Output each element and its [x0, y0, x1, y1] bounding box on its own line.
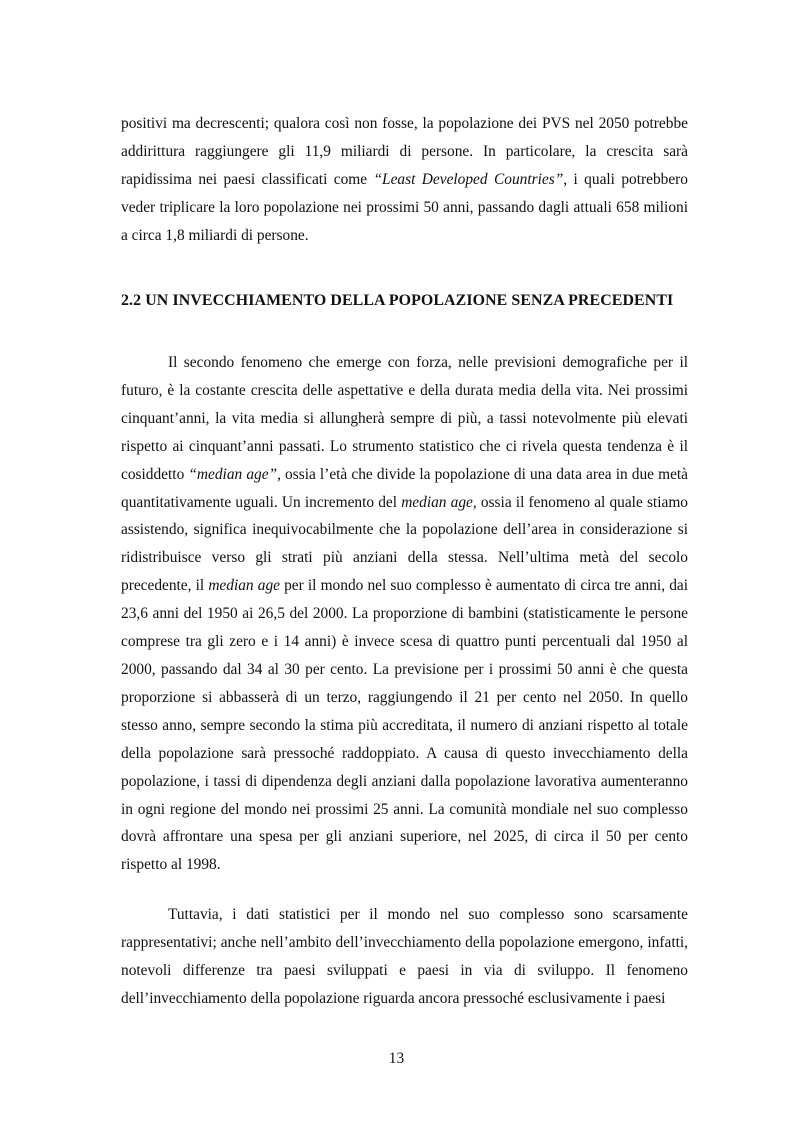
paragraph-text: Il secondo fenomeno che emerge con forza, nelle previsioni demografiche per il futuro, è la costante crescita delle aspettative e della durata media della vita. Nei prossimi cinquant’anni, la vita media si allungherà sempre di più, a tassi notevolmente più elevati rispetto ai cinquant’anni passati. Lo strumento statistico che ci rivela questa tendenza è il cosiddetto: [121, 354, 688, 483]
paragraph-text: positivi ma decrescenti; qualora così non fosse, la popolazione dei PVS nel 2050 potrebbe addirittura raggiungere gli 11,9 miliardi di persone. In particolare, la crescita sarà rapidissima nei paesi classificati come: [121, 115, 688, 188]
paragraph-text: , ossia il fenomeno al quale stiamo assistendo, significa inequivocabilmente che la popolazione dell’area in considerazione si ridistribuisce verso gli strati più anziani della stessa. Nell’ultima metà del secolo precedente, il: [121, 493, 688, 595]
italic-term: median age: [208, 577, 280, 595]
page-number: 13: [388, 1050, 405, 1067]
paragraph-text: , i quali potrebbero veder triplicare la loro popolazione nei prossimi 50 anni, passando dagli attuali 658 milioni a circa 1,8 miliardi di persone.: [121, 170, 689, 244]
paragraph-text: , ossia l’età che divide la popolazione di una data area in due metà quantitativamente uguali. Un incremento del: [121, 465, 689, 511]
italic-quote: “Least Developed Countries”: [373, 170, 564, 188]
paragraph-body: [121, 349, 688, 879]
paragraph-continuation: [121, 110, 688, 250]
section-heading: 2.2 UN INVECCHIAMENTO DELLA POPOLAZIONE SENZA PRECEDENTI: [121, 292, 674, 309]
italic-term: “median age”: [188, 465, 278, 483]
paragraph-body: Tuttavia, i dati statistici per il mondo nel suo complesso sono scarsamente rappresentativi; anche nell’ambito dell’invecchiamento della popolazione emergono, infatti, notevoli differenze tra paesi sviluppati e paesi in via di sviluppo. Il fenomeno dell’invecchiamento della popolazione riguarda ancora pressoché esclusivamente i paesi: [121, 906, 688, 1007]
italic-term: median age: [401, 493, 473, 511]
paragraph-text: per il mondo nel suo complesso è aumentato di circa tre anni, dai 23,6 anni del 1950 ai 26,5 del 2000. La proporzione di bambini (statisticamente le persone comprese tra gli zero e i 14 anni) è invece scesa di quattro punti percentuali dal 1950 al 2000, passando dal 34 al 30 per cento. La previsione per i prossimi 50 anni è che questa proporzione si abbasserà di un terzo, raggiungendo il 21 per cento nel 2050. In quello stesso anno, sempre secondo la stima più accreditata, il numero di anziani rispetto al totale della popolazione sarà pressoché raddoppiato. A causa di questo invecchiamento della popolazione, i tassi di dipendenza degli anziani dalla popolazione lavorativa aumenteranno in ogni regione del mondo nei prossimi 25 anni. La comunità mondiale nel suo complesso dovrà affrontare una spesa per gli anziani superiore, nel 2025, di circa il 50 per cento rispetto al 1998.: [121, 577, 688, 874]
